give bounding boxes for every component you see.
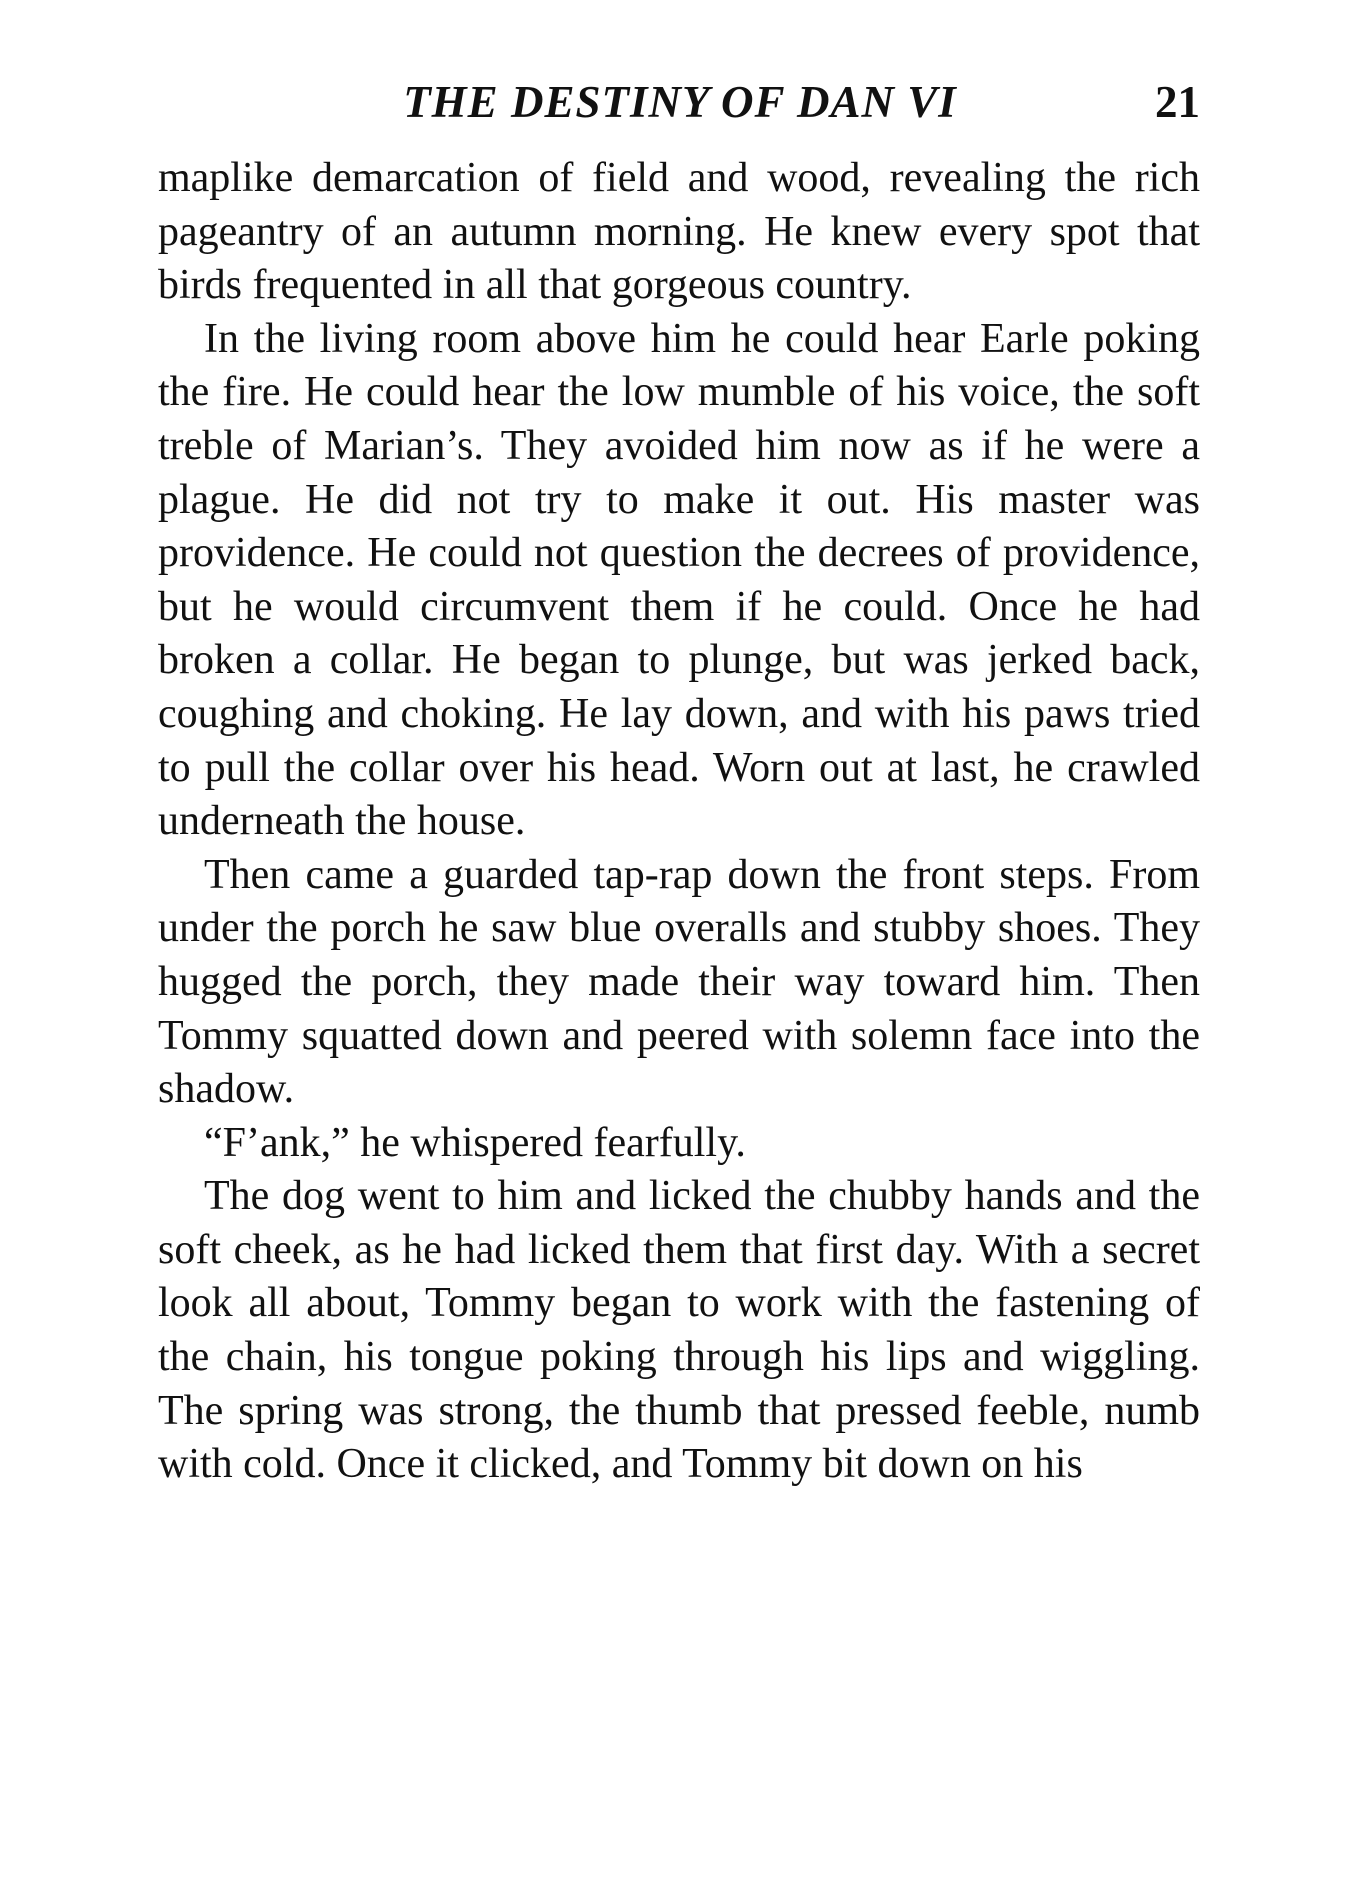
page-number: 21 [1155,77,1200,127]
body-text [158,152,1200,1492]
paragraph-continued: maplike demarcation of field and wood, revealing the rich pageantry of an autumn morning. He knew every spot that birds frequented in all that gorgeous country. [158,155,1200,309]
paragraph-tap-rap: Then came a guarded tap-rap down the front steps. From under the porch he saw blue overalls and stubby shoes. They hugged the porch, they made their way toward him. Then Tommy squatted down and peered with solemn face into the shadow. [158,851,1200,1113]
running-title: THE DESTINY OF DAN VI [403,77,957,127]
running-head [160,72,1200,132]
paragraph-living-room: In the living room above him he could hear Earle poking the fire. He could hear the low mumble of his voice, the soft treble of Marian’s. They avoided him now as if he were a plague. He did not try to make it out. His master was providence. He could not question the decrees of providence, but he would circumvent them if he could. Once he had broken a collar. He began to plunge, but was jerked back, coughing and choking. He lay down, and with his paws tried to pull the collar over his head. Worn out at last, he crawled underneath the house. [158,315,1200,845]
paragraph-dog-licked: The dog went to him and licked the chubby hands and the soft cheek, as he had licked them that first day. With a secret look all about, Tommy began to work with the fastening of the chain, his tongue poking through his lips and wiggling. The spring was strong, the thumb that pressed feeble, numb with cold. Once it clicked, and Tommy bit down on his [158,1173,1200,1488]
paragraph-whisper: “F’ank,” he whispered fearfully. [204,1119,746,1166]
